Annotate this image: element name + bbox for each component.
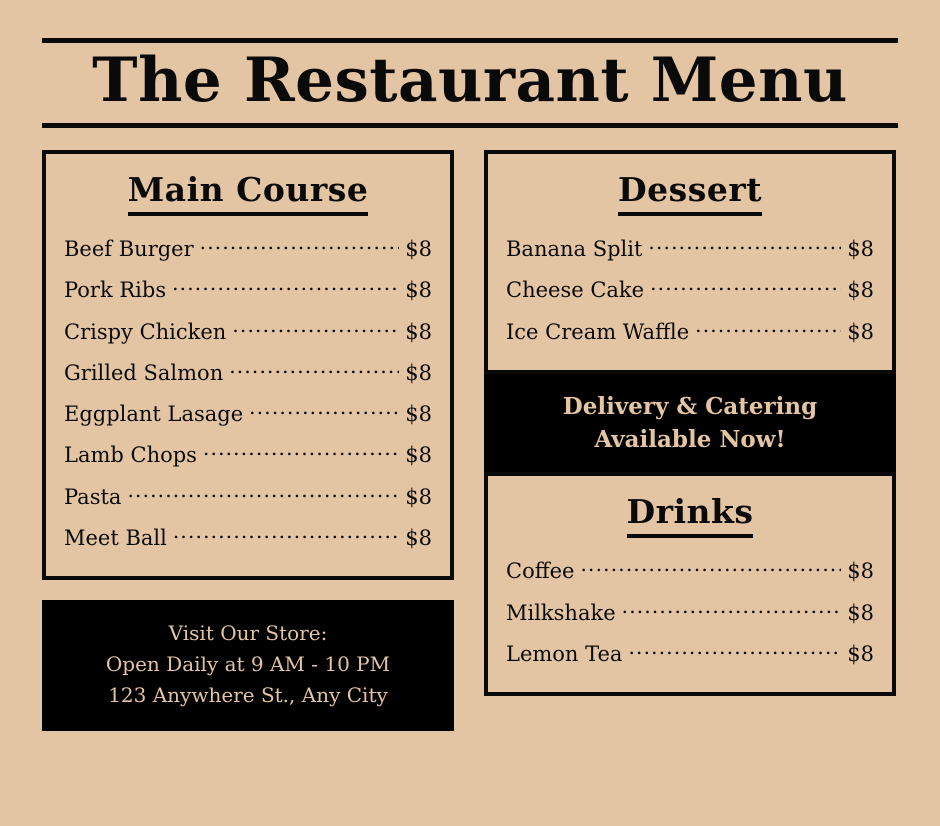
drinks-card (484, 472, 896, 696)
delivery-banner (484, 374, 896, 473)
dot-leader (648, 235, 841, 256)
right-column (484, 150, 896, 696)
menu-item-row (506, 550, 874, 591)
left-column (42, 150, 454, 731)
dessert-title-text: Dessert (618, 170, 762, 216)
menu-item-row (64, 476, 432, 517)
dot-leader (127, 483, 399, 504)
menu-item-name: Cheese Cake (506, 278, 645, 303)
main-course-title (64, 170, 432, 216)
menu-item-row (506, 633, 874, 674)
dot-leader (695, 318, 841, 339)
menu-item-name: Pork Ribs (64, 278, 167, 303)
menu-item-name: Lamb Chops (64, 443, 197, 468)
menu-item-row (506, 269, 874, 310)
menu-item-name: Milkshake (506, 600, 616, 625)
dot-leader (200, 235, 400, 256)
store-hours: Open Daily at 9 AM - 10 PM (105, 652, 391, 677)
store-visit-label: Visit Our Store: (168, 621, 328, 646)
menu-item-price: $8 (405, 278, 432, 303)
dot-leader (232, 318, 399, 339)
menu-item-name: Grilled Salmon (64, 360, 224, 385)
menu-item-name: Coffee (506, 559, 575, 584)
menu-item-price: $8 (405, 484, 432, 509)
main-course-card (42, 150, 454, 580)
menu-item-name: Banana Split (506, 237, 643, 262)
menu-item-price: $8 (405, 360, 432, 385)
menu-item-name: Crispy Chicken (64, 319, 227, 344)
menu-item-price: $8 (405, 402, 432, 427)
menu-item-row (64, 434, 432, 475)
menu-item-row (64, 269, 432, 310)
drinks-title (506, 492, 874, 538)
dessert-title (506, 170, 874, 216)
menu-item-row (64, 311, 432, 352)
store-info-banner (42, 600, 454, 731)
menu-item-price: $8 (847, 600, 874, 625)
menu-item-row (64, 228, 432, 269)
menu-item-name: Beef Burger (64, 237, 194, 262)
menu-item-row (64, 352, 432, 393)
page-title: The Restaurant Menu (92, 45, 848, 116)
menu-item-name: Lemon Tea (506, 641, 623, 666)
menu-item-price: $8 (847, 559, 874, 584)
menu-item-row (506, 592, 874, 633)
menu-columns (42, 150, 898, 731)
menu-item-price: $8 (405, 443, 432, 468)
menu-page (0, 38, 940, 826)
menu-item-price: $8 (405, 525, 432, 550)
dot-leader (229, 359, 399, 380)
dot-leader (172, 276, 399, 297)
dessert-card (484, 150, 896, 374)
dot-leader (628, 640, 841, 661)
menu-item-name: Meet Ball (64, 525, 167, 550)
dot-leader (581, 557, 842, 578)
menu-item-row (64, 393, 432, 434)
menu-item-name: Pasta (64, 484, 122, 509)
menu-item-name: Eggplant Lasage (64, 402, 244, 427)
dot-leader (249, 400, 399, 421)
menu-item-price: $8 (847, 319, 874, 344)
menu-item-price: $8 (847, 237, 874, 262)
menu-item-price: $8 (847, 278, 874, 303)
menu-item-row (506, 228, 874, 269)
page-title-block (42, 38, 898, 128)
menu-item-row (506, 311, 874, 352)
dot-leader (203, 441, 399, 462)
menu-item-name: Ice Cream Waffle (506, 319, 690, 344)
menu-item-price: $8 (405, 319, 432, 344)
dot-leader (173, 524, 399, 545)
dot-leader (622, 599, 842, 620)
drinks-title-text: Drinks (627, 492, 754, 538)
menu-item-price: $8 (847, 641, 874, 666)
delivery-banner-line-1: Delivery & Catering (562, 392, 818, 420)
menu-item-price: $8 (405, 237, 432, 262)
dot-leader (650, 276, 841, 297)
delivery-banner-line-2: Available Now! (594, 426, 786, 454)
store-address: 123 Anywhere St., Any City (108, 683, 388, 708)
main-course-title-text: Main Course (128, 170, 369, 216)
menu-item-row (64, 517, 432, 558)
